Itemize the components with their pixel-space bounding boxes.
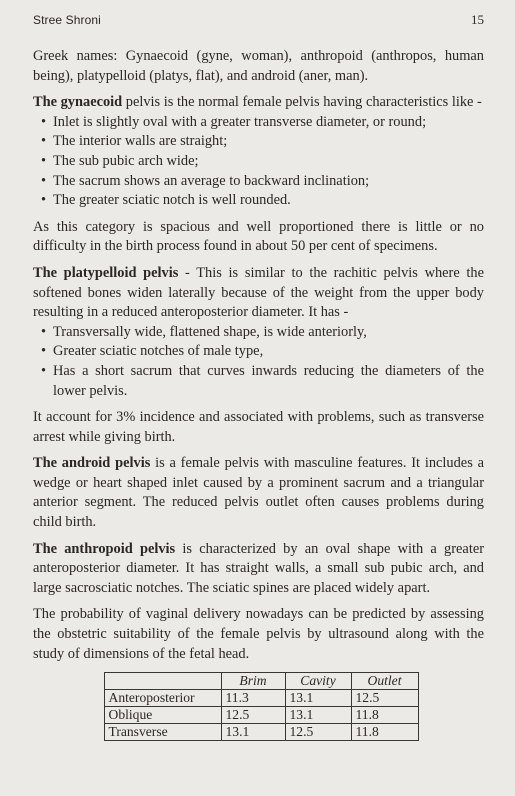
- platypelloid-list: [33, 323, 484, 401]
- probability-paragraph: The probability of vaginal delivery nowadays can be predicted by assessing the obstetric suitability of the female pelvis by ultrasound along with the study of dimensions of the fetal head.: [33, 606, 484, 662]
- table-cell: 11.8: [351, 707, 418, 724]
- table-cell: 11.3: [221, 690, 285, 707]
- table-row: [104, 724, 418, 741]
- list-item: • The interior walls are straight;: [41, 132, 484, 152]
- list-item: • Greater sciatic notches of male type,: [41, 342, 484, 362]
- gynaecoid-paragraph: [33, 93, 484, 113]
- list-item: • The sacrum shows an average to backward inclination;: [41, 172, 484, 192]
- anthropoid-text: is characterized by an oval shape with a greater anteroposterior diameter. It has straight walls, a small sub pubic arch, and large sacrosciatic notches. The sciatic spines are placed widely apart.: [33, 540, 484, 596]
- table-cell: 13.1: [285, 707, 351, 724]
- table-row: [104, 707, 418, 724]
- spacious-paragraph: As this category is spacious and well proportioned there is little or no difficulty in the birth process found in about 50 per cent of specimens.: [33, 218, 484, 255]
- running-head: Stree Shroni: [33, 13, 101, 27]
- table-cell: Transverse: [104, 724, 221, 741]
- table-wrapper: [33, 672, 484, 741]
- table-cell: Anteroposterior: [104, 690, 221, 707]
- gynaecoid-list: [33, 113, 484, 211]
- android-paragraph: [33, 454, 484, 532]
- list-item: • The sub pubic arch wide;: [41, 152, 484, 172]
- table-header-cell: Outlet: [351, 673, 418, 690]
- list-item: • Has a short sacrum that curves inwards reducing the diameters of the lower pelvis.: [41, 362, 484, 401]
- table-cell: Oblique: [104, 707, 221, 724]
- android-term: The android pelvis: [33, 455, 151, 472]
- gynaecoid-lead: The: [33, 94, 57, 111]
- table-cell: 13.1: [285, 690, 351, 707]
- table-cell: 12.5: [221, 707, 285, 724]
- gynaecoid-text: pelvis is the normal female pelvis having characteristics like -: [122, 94, 482, 111]
- page-number: 15: [471, 12, 484, 27]
- table-header-cell: Cavity: [285, 673, 351, 690]
- anthropoid-term: The anthropoid pelvis: [33, 540, 176, 557]
- table-header-row: [104, 673, 418, 690]
- android-text: is a female pelvis with masculine features. It includes a wedge or heart shaped inlet caused by a prominent sacrum and a triangular anterior segment. The reduced pelvis outlet often causes problems during child birth.: [33, 455, 484, 531]
- table-header-cell: Brim: [221, 673, 285, 690]
- list-item: • The greater sciatic notch is well rounded.: [41, 191, 484, 211]
- pelvic-dimensions-table: [104, 672, 419, 741]
- list-item: • Transversally wide, flattened shape, is wide anteriorly,: [41, 323, 484, 343]
- list-item: • Inlet is slightly oval with a greater transverse diameter, or round;: [41, 113, 484, 133]
- page-header: [33, 12, 484, 28]
- gynaecoid-term: gynaecoid: [60, 94, 123, 111]
- table-row: [104, 690, 418, 707]
- table-header-cell: [104, 673, 221, 690]
- table-cell: 12.5: [285, 724, 351, 741]
- anthropoid-paragraph: [33, 540, 484, 599]
- table-cell: 11.8: [351, 724, 418, 741]
- incidence-paragraph: It account for 3% incidence and associated with problems, such as transverse arrest while giving birth.: [33, 409, 484, 445]
- platypelloid-term: The platypelloid pelvis: [33, 264, 179, 281]
- table-cell: 12.5: [351, 690, 418, 707]
- platypelloid-paragraph: [33, 264, 484, 323]
- intro-paragraph: Greek names: Gynaecoid (gyne, woman), anthropoid (anthropos, human being), platypelloid (platys, flat), and android (aner, man).: [33, 48, 484, 84]
- table-cell: 13.1: [221, 724, 285, 741]
- platypelloid-text: - This is similar to the rachitic pelvis where the softened bones widen laterally because of the weight from the upper body resulting in a reduced anteroposterior diameter. It has -: [33, 264, 485, 321]
- body-text: [33, 47, 484, 741]
